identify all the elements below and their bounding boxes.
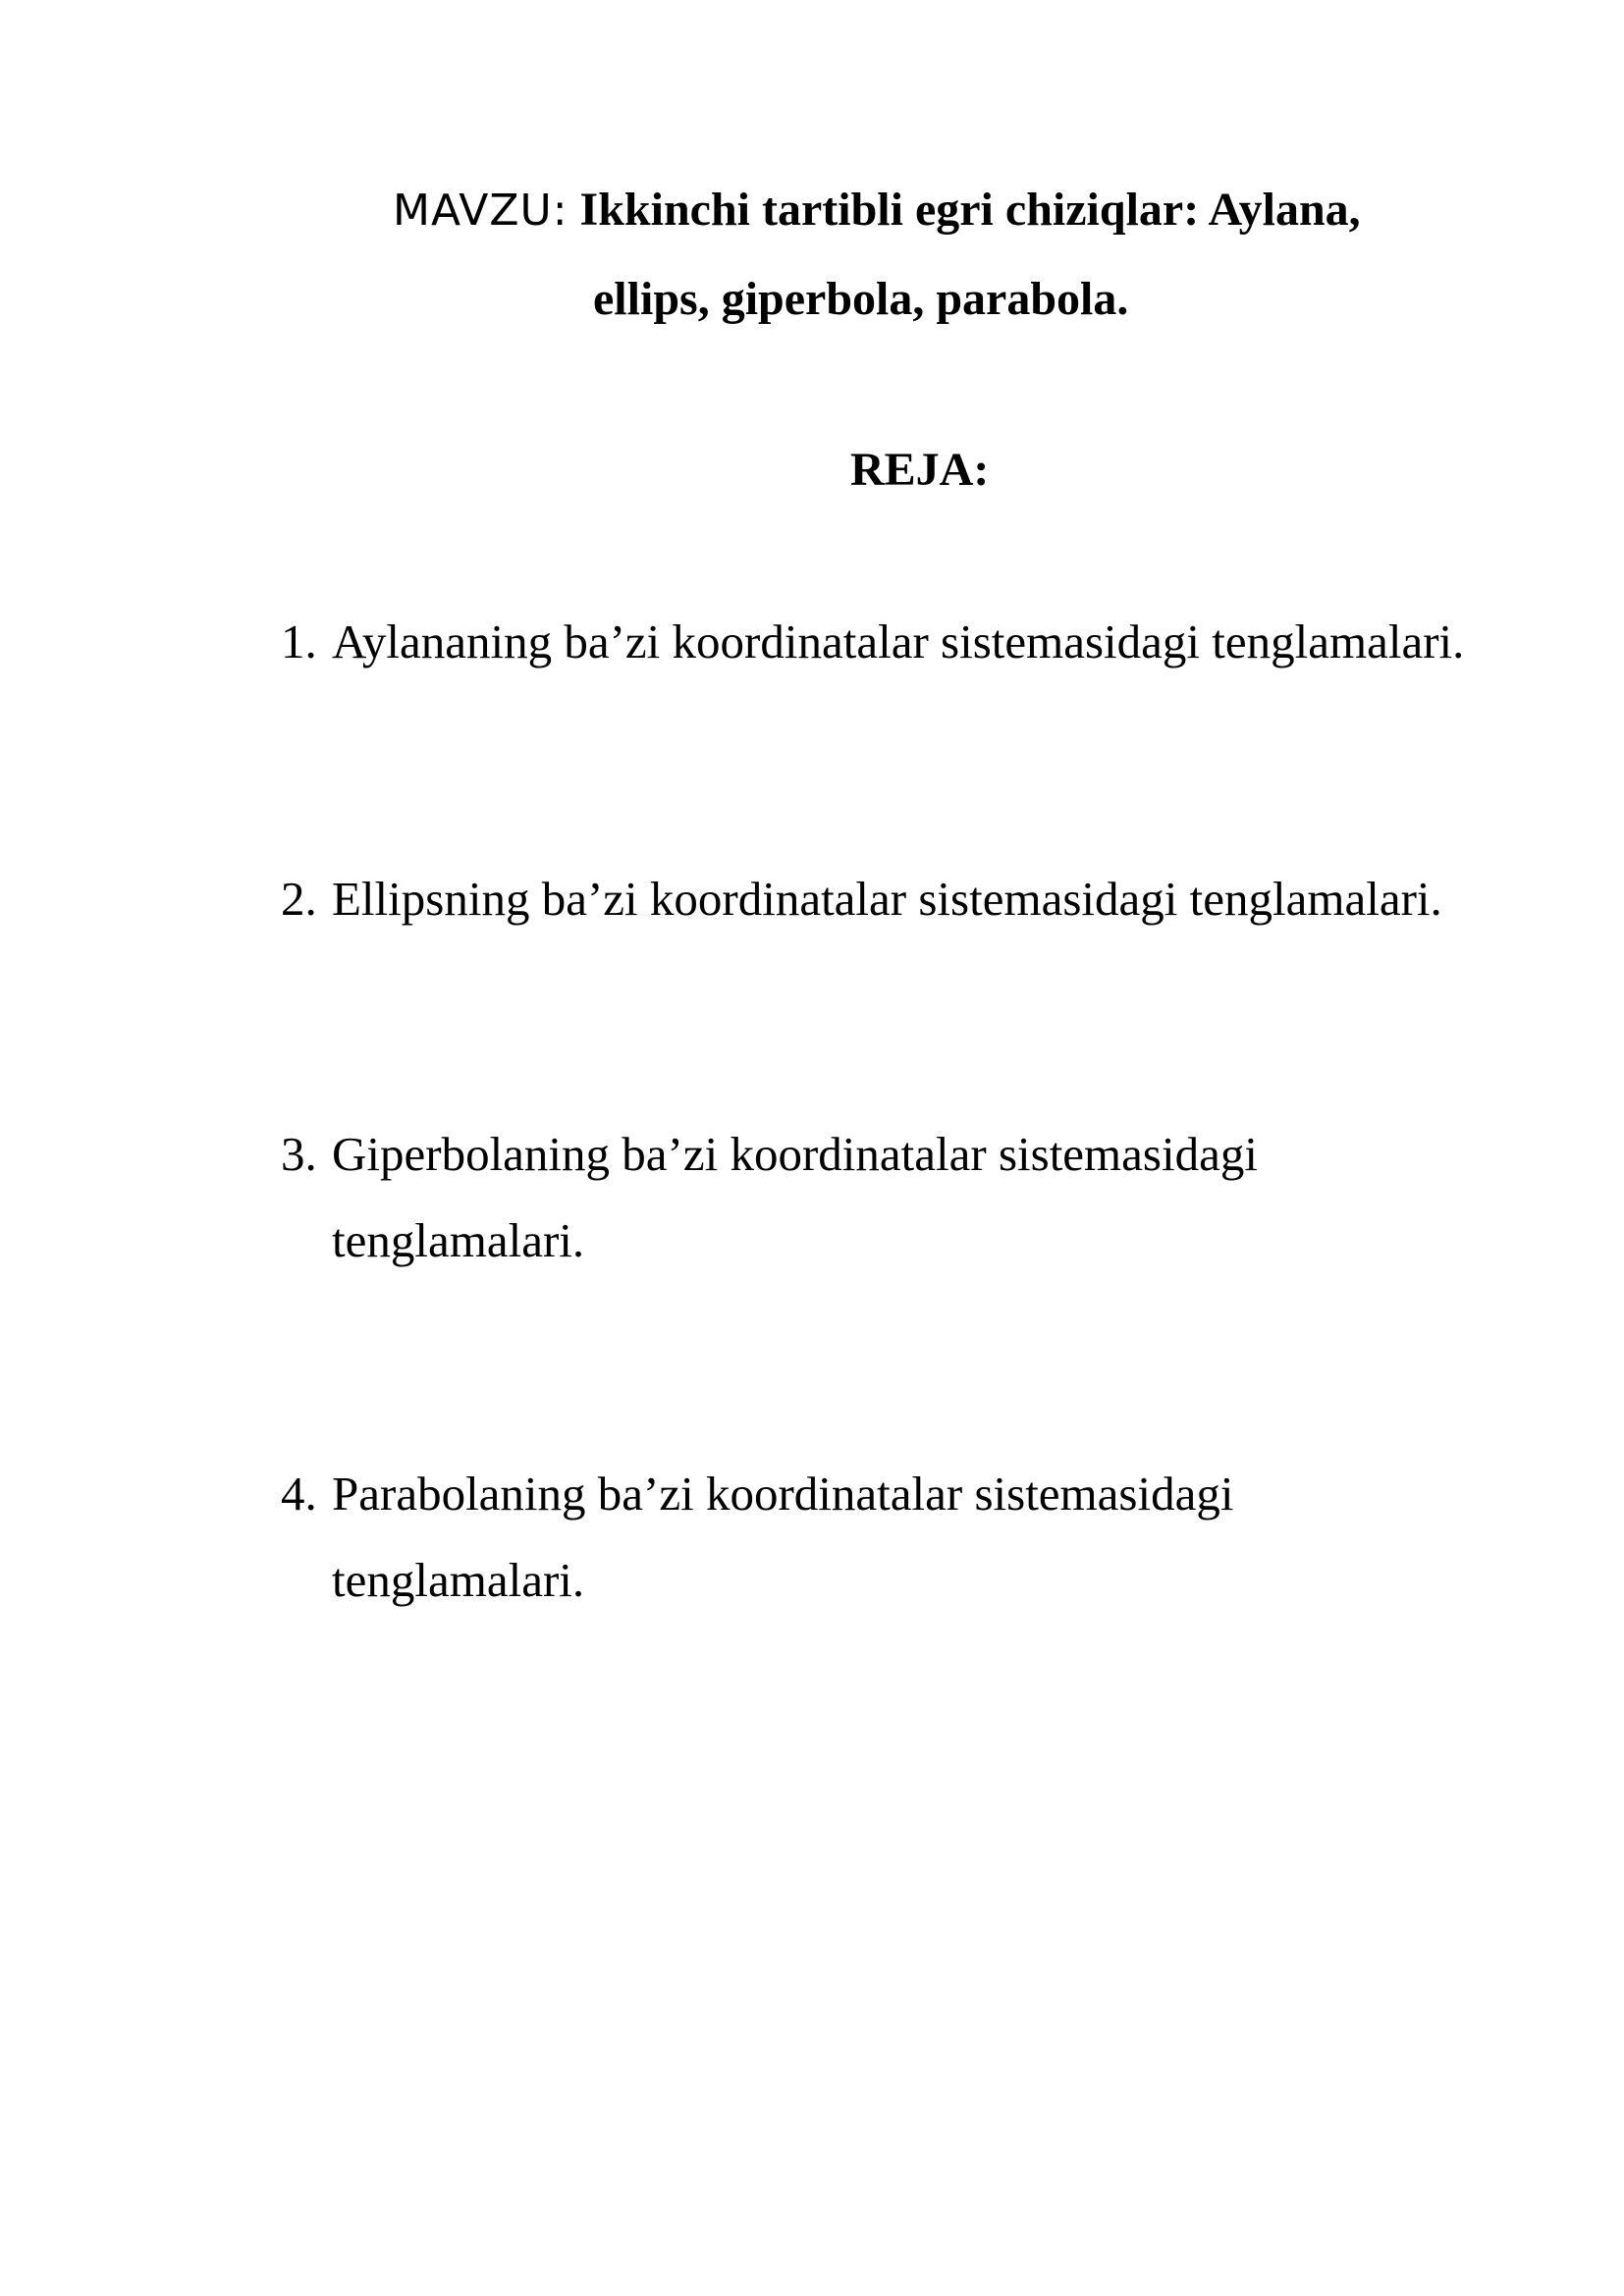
plan-item-2	[281, 856, 1442, 942]
plan-item-continuation: tenglamalari.	[332, 1553, 585, 1607]
plan-item-number: 4.	[281, 1467, 317, 1521]
plan-item-number: 2.	[281, 872, 317, 926]
plan-item-3	[281, 1111, 1258, 1284]
plan-heading: REJA:	[850, 444, 990, 496]
plan-item-text: Ellipsning ba’zi koordinatalar sistemasidagi tenglamalari.	[332, 872, 1442, 926]
plan-item-4	[281, 1451, 1233, 1624]
plan-item-line	[281, 599, 1464, 685]
plan-item-continuation: tenglamalari.	[332, 1213, 585, 1267]
plan-item-number: 3.	[281, 1127, 317, 1181]
plan-item-line	[281, 1111, 1258, 1198]
document-title-line1	[393, 181, 1361, 240]
title-prefix: MAVZU:	[393, 186, 568, 236]
plan-item-text: Giperbolaning ba’zi koordinatalar sistemasidagi	[332, 1127, 1258, 1181]
plan-item-text: Aylananing ba’zi koordinatalar sistemasidagi tenglamalari.	[332, 614, 1465, 668]
plan-item-text: Parabolaning ba’zi koordinatalar sistemasidagi	[332, 1467, 1234, 1521]
plan-item-number: 1.	[281, 614, 317, 668]
plan-item-1	[281, 599, 1464, 685]
plan-item-line	[281, 856, 1442, 942]
document-title-line2: ellips, giperbola, parabola.	[593, 273, 1129, 325]
plan-item-line	[281, 1451, 1233, 1537]
title-text: Ikkinchi tartibli egri chiziqlar: Aylana,	[568, 184, 1361, 236]
